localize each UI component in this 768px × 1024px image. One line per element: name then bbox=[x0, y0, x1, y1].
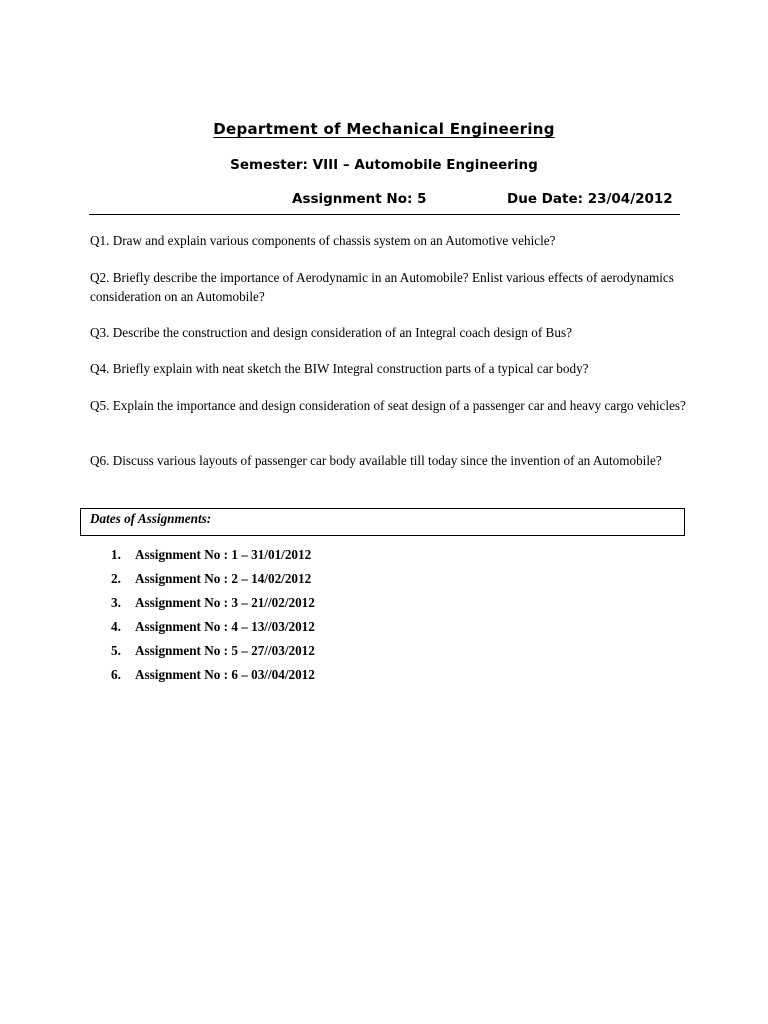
list-item-text: Assignment No : 6 – 03//04/2012 bbox=[135, 667, 315, 682]
question-5: Q5. Explain the importance and design consideration of seat design of a passenger car and heavy cargo vehicles? bbox=[90, 398, 686, 413]
semester-heading: Semester: VIII – Automobile Engineering bbox=[230, 157, 538, 173]
list-item-number: 1. bbox=[111, 547, 121, 562]
question-4: Q4. Briefly explain with neat sketch the BIW Integral construction parts of a typical car body? bbox=[90, 361, 589, 376]
department-title bbox=[0, 120, 768, 138]
list-item bbox=[111, 571, 315, 595]
dates-of-assignments-label: Dates of Assignments: bbox=[90, 511, 212, 526]
header-divider bbox=[89, 214, 680, 215]
list-item-text: Assignment No : 1 – 31/01/2012 bbox=[135, 547, 312, 562]
list-item-text: Assignment No : 4 – 13//03/2012 bbox=[135, 619, 315, 634]
question-6: Q6. Discuss various layouts of passenger car body available till today since the invention of an Automobile? bbox=[90, 453, 662, 468]
list-item bbox=[111, 547, 315, 571]
assignment-number: Assignment No: 5 bbox=[292, 191, 427, 207]
list-item bbox=[111, 619, 315, 643]
list-item-text: Assignment No : 2 – 14/02/2012 bbox=[135, 571, 312, 586]
list-item-number: 4. bbox=[111, 619, 121, 634]
question-3: Q3. Describe the construction and design consideration of an Integral coach design of Bus? bbox=[90, 325, 572, 340]
assignment-dates-list bbox=[111, 547, 315, 691]
list-item-text: Assignment No : 3 – 21//02/2012 bbox=[135, 595, 315, 610]
list-item-number: 2. bbox=[111, 571, 121, 586]
question-1: Q1. Draw and explain various components of chassis system on an Automotive vehicle? bbox=[90, 233, 556, 248]
list-item-number: 3. bbox=[111, 595, 121, 610]
list-item-text: Assignment No : 5 – 27//03/2012 bbox=[135, 643, 315, 658]
list-item bbox=[111, 643, 315, 667]
list-item bbox=[111, 667, 315, 691]
dates-of-assignments-box bbox=[80, 508, 685, 536]
due-date: Due Date: 23/04/2012 bbox=[507, 191, 673, 207]
list-item-number: 6. bbox=[111, 667, 121, 682]
department-title-text: Department of Mechanical Engineering bbox=[213, 120, 555, 138]
list-item bbox=[111, 595, 315, 619]
question-2: Q2. Briefly describe the importance of Aerodynamic in an Automobile? Enlist various effects of aerodynamics consideration on an Automobile? bbox=[90, 270, 674, 304]
list-item-number: 5. bbox=[111, 643, 121, 658]
